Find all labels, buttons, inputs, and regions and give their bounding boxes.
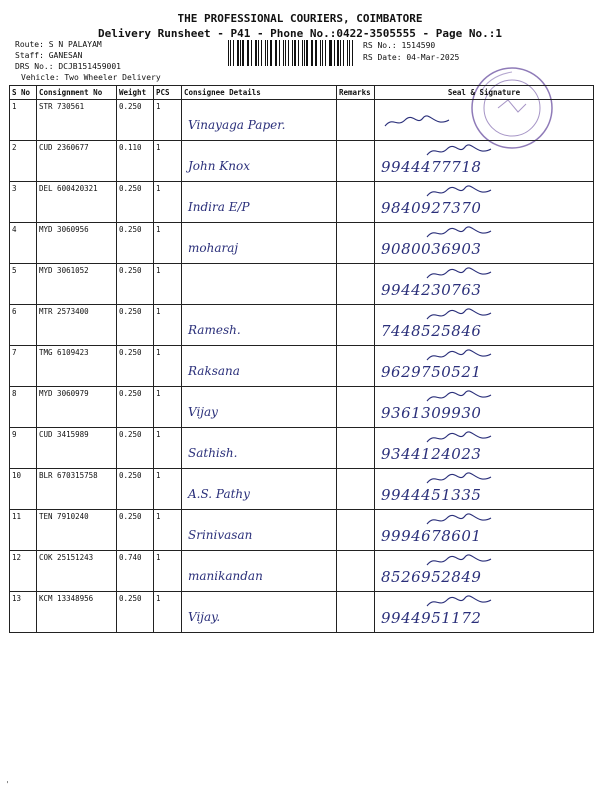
table-row bbox=[10, 100, 594, 141]
row-consignment-no: CUD 2360677 bbox=[37, 141, 117, 182]
row-consignment-no: BLR 670315758 bbox=[37, 469, 117, 510]
col-header-remarks: Remarks bbox=[337, 86, 375, 100]
signature-scribble-icon bbox=[425, 266, 495, 282]
row-pcs: 1 bbox=[154, 469, 182, 510]
barcode-bar bbox=[304, 40, 305, 66]
barcode-bar bbox=[306, 40, 307, 66]
table-row bbox=[10, 346, 594, 387]
row-remarks bbox=[337, 428, 375, 469]
row-consignee-details bbox=[182, 264, 337, 305]
row-sno: 7 bbox=[10, 346, 37, 387]
row-remarks bbox=[337, 346, 375, 387]
table-row bbox=[10, 305, 594, 346]
row-consignee-details bbox=[182, 551, 337, 592]
consignee-handwritten-name: Sathish. bbox=[188, 446, 238, 460]
row-remarks bbox=[337, 592, 375, 633]
handwritten-phone-number: 9944951172 bbox=[381, 609, 482, 627]
row-weight: 0.250 bbox=[117, 223, 154, 264]
barcode-bar bbox=[343, 40, 344, 66]
barcode-bar bbox=[298, 40, 299, 66]
row-sno: 3 bbox=[10, 182, 37, 223]
row-consignee-details bbox=[182, 387, 337, 428]
row-consignment-no: COK 25151243 bbox=[37, 551, 117, 592]
row-weight: 0.250 bbox=[117, 100, 154, 141]
barcode-bar bbox=[255, 40, 257, 66]
barcode-icon bbox=[228, 40, 356, 66]
row-sno: 10 bbox=[10, 469, 37, 510]
row-weight: 0.250 bbox=[117, 592, 154, 633]
footer-mark: ' bbox=[5, 780, 10, 789]
row-remarks bbox=[337, 223, 375, 264]
row-seal-signature bbox=[375, 305, 594, 346]
runsheet-table bbox=[9, 85, 594, 633]
signature-scribble-icon bbox=[425, 143, 495, 159]
row-consignee-details bbox=[182, 141, 337, 182]
barcode-bar bbox=[329, 40, 330, 66]
barcode-bar bbox=[283, 40, 284, 66]
table-header-row bbox=[10, 86, 594, 100]
row-pcs: 1 bbox=[154, 592, 182, 633]
vehicle-label: Vehicle: Two Wheeler Delivery bbox=[21, 73, 161, 82]
staff-label: Staff: GANESAN bbox=[15, 51, 83, 60]
row-remarks bbox=[337, 551, 375, 592]
row-seal-signature bbox=[375, 428, 594, 469]
row-seal-signature bbox=[375, 510, 594, 551]
row-consignee-details bbox=[182, 223, 337, 264]
handwritten-phone-number: 9080036903 bbox=[381, 240, 482, 258]
signature-scribble-icon bbox=[425, 184, 495, 200]
table-row bbox=[10, 510, 594, 551]
barcode-bar bbox=[261, 40, 262, 66]
row-remarks bbox=[337, 141, 375, 182]
row-remarks bbox=[337, 387, 375, 428]
row-consignment-no: KCM 13348956 bbox=[37, 592, 117, 633]
consignee-handwritten-name: Ramesh. bbox=[188, 323, 241, 337]
consignee-handwritten-name: Srinivasan bbox=[188, 528, 253, 542]
row-consignee-details bbox=[182, 469, 337, 510]
col-header-pcs: PCS bbox=[154, 86, 182, 100]
barcode-bar bbox=[240, 40, 241, 66]
row-consignment-no: MTR 2573400 bbox=[37, 305, 117, 346]
row-sno: 12 bbox=[10, 551, 37, 592]
signature-scribble-icon bbox=[425, 225, 495, 241]
consignee-handwritten-name: A.S. Pathy bbox=[188, 487, 250, 501]
signature-scribble-icon bbox=[425, 307, 495, 323]
row-weight: 0.250 bbox=[117, 510, 154, 551]
barcode-bar bbox=[248, 40, 249, 66]
table-row bbox=[10, 592, 594, 633]
consignee-handwritten-name: Vijay bbox=[188, 405, 218, 419]
barcode-bar bbox=[322, 40, 323, 66]
company-title: THE PROFESSIONAL COURIERS, COIMBATORE bbox=[177, 12, 423, 25]
row-consignment-no: STR 730561 bbox=[37, 100, 117, 141]
row-seal-signature bbox=[375, 469, 594, 510]
row-remarks bbox=[337, 305, 375, 346]
row-consignment-no: CUD 3415989 bbox=[37, 428, 117, 469]
row-consignment-no: DEL 600420321 bbox=[37, 182, 117, 223]
barcode-bar bbox=[242, 40, 243, 66]
row-sno: 4 bbox=[10, 223, 37, 264]
col-header-weight: Weight bbox=[117, 86, 154, 100]
row-consignment-no: MYD 3061052 bbox=[37, 264, 117, 305]
barcode-bar bbox=[302, 40, 303, 66]
row-consignment-no: TEN 7910240 bbox=[37, 510, 117, 551]
barcode-bar bbox=[311, 40, 312, 66]
barcode-bar bbox=[320, 40, 321, 66]
col-header-consignment: Consignment No bbox=[37, 86, 117, 100]
row-consignee-details bbox=[182, 510, 337, 551]
barcode-bar bbox=[276, 40, 277, 66]
barcode-bar bbox=[352, 40, 353, 66]
col-header-consignee: Consignee Details bbox=[182, 86, 337, 100]
handwritten-phone-number: 9344124023 bbox=[381, 445, 482, 463]
signature-scribble-icon bbox=[425, 348, 495, 364]
table-row bbox=[10, 141, 594, 182]
barcode-bar bbox=[288, 40, 289, 66]
signature-scribble-icon bbox=[425, 471, 495, 487]
barcode-bar bbox=[237, 40, 239, 66]
row-consignee-details bbox=[182, 346, 337, 387]
row-remarks bbox=[337, 510, 375, 551]
row-pcs: 1 bbox=[154, 428, 182, 469]
row-remarks bbox=[337, 100, 375, 141]
barcode-bar bbox=[265, 40, 266, 66]
row-seal-signature bbox=[375, 387, 594, 428]
row-weight: 0.250 bbox=[117, 346, 154, 387]
handwritten-phone-number: 9944230763 bbox=[381, 281, 482, 299]
row-weight: 0.250 bbox=[117, 264, 154, 305]
consignee-handwritten-name: Indira E/P bbox=[188, 200, 250, 214]
barcode-bar bbox=[285, 40, 286, 66]
consignee-handwritten-name: Vijay. bbox=[188, 610, 221, 624]
row-pcs: 1 bbox=[154, 182, 182, 223]
row-sno: 5 bbox=[10, 264, 37, 305]
handwritten-phone-number: 9840927370 bbox=[381, 199, 482, 217]
handwritten-phone-number: 9944451335 bbox=[381, 486, 482, 504]
row-seal-signature bbox=[375, 264, 594, 305]
row-pcs: 1 bbox=[154, 223, 182, 264]
row-consignment-no: MYD 3060956 bbox=[37, 223, 117, 264]
row-consignee-details bbox=[182, 592, 337, 633]
row-pcs: 1 bbox=[154, 387, 182, 428]
barcode-bar bbox=[349, 40, 350, 66]
barcode-bar bbox=[312, 40, 313, 66]
row-sno: 8 bbox=[10, 387, 37, 428]
row-sno: 2 bbox=[10, 141, 37, 182]
col-header-seal: Seal & Signature bbox=[375, 86, 594, 100]
row-weight: 0.110 bbox=[117, 141, 154, 182]
signature-scribble-icon bbox=[425, 389, 495, 405]
route-label: Route: S N PALAYAM bbox=[15, 40, 102, 49]
barcode-bar bbox=[258, 40, 259, 66]
barcode-bar bbox=[247, 40, 248, 66]
row-seal-signature bbox=[375, 141, 594, 182]
barcode-bar bbox=[270, 40, 272, 66]
row-seal-signature bbox=[375, 223, 594, 264]
table-row bbox=[10, 387, 594, 428]
signature-scribble-icon bbox=[425, 430, 495, 446]
table-row bbox=[10, 182, 594, 223]
handwritten-phone-number: 9361309930 bbox=[381, 404, 482, 422]
row-pcs: 1 bbox=[154, 305, 182, 346]
consignee-handwritten-name: John Knox bbox=[188, 159, 250, 173]
row-sno: 13 bbox=[10, 592, 37, 633]
row-seal-signature bbox=[375, 100, 594, 141]
row-pcs: 1 bbox=[154, 264, 182, 305]
barcode-bar bbox=[334, 40, 335, 66]
row-sno: 9 bbox=[10, 428, 37, 469]
row-weight: 0.250 bbox=[117, 469, 154, 510]
row-consignment-no: MYD 3060979 bbox=[37, 387, 117, 428]
row-sno: 1 bbox=[10, 100, 37, 141]
row-seal-signature bbox=[375, 182, 594, 223]
barcode-bar bbox=[347, 40, 348, 66]
table-row bbox=[10, 469, 594, 510]
row-pcs: 1 bbox=[154, 100, 182, 141]
row-seal-signature bbox=[375, 551, 594, 592]
row-remarks bbox=[337, 469, 375, 510]
row-pcs: 1 bbox=[154, 141, 182, 182]
barcode-bar bbox=[340, 40, 341, 66]
barcode-bar bbox=[330, 40, 331, 66]
row-remarks bbox=[337, 264, 375, 305]
consignee-handwritten-name: manikandan bbox=[188, 569, 263, 583]
barcode-bar bbox=[230, 40, 231, 66]
rs-date: RS Date: 04-Mar-2025 bbox=[363, 53, 460, 62]
signature-scribble-icon bbox=[383, 114, 453, 130]
barcode-bar bbox=[228, 40, 229, 66]
runsheet-subtitle: Delivery Runsheet - P41 - Phone No.:0422-3505555 - Page No.:1 bbox=[98, 27, 502, 40]
barcode-bar bbox=[275, 40, 276, 66]
consignee-handwritten-name: Raksana bbox=[188, 364, 240, 378]
table-row bbox=[10, 551, 594, 592]
row-pcs: 1 bbox=[154, 346, 182, 387]
rs-number: RS No.: 1514590 bbox=[363, 41, 436, 50]
barcode-bar bbox=[267, 40, 268, 66]
barcode-bar bbox=[233, 40, 234, 66]
row-seal-signature bbox=[375, 592, 594, 633]
barcode-bar bbox=[292, 40, 293, 66]
barcode-bar bbox=[337, 40, 339, 66]
row-remarks bbox=[337, 182, 375, 223]
barcode-bar bbox=[279, 40, 280, 66]
row-consignee-details bbox=[182, 182, 337, 223]
row-seal-signature bbox=[375, 346, 594, 387]
row-consignee-details bbox=[182, 428, 337, 469]
row-weight: 0.250 bbox=[117, 387, 154, 428]
row-sno: 11 bbox=[10, 510, 37, 551]
row-consignment-no: TMG 6109423 bbox=[37, 346, 117, 387]
row-weight: 0.740 bbox=[117, 551, 154, 592]
consignee-handwritten-name: moharaj bbox=[188, 241, 239, 255]
row-sno: 6 bbox=[10, 305, 37, 346]
handwritten-phone-number: 9629750521 bbox=[381, 363, 482, 381]
barcode-bar bbox=[325, 40, 326, 66]
row-weight: 0.250 bbox=[117, 428, 154, 469]
signature-scribble-icon bbox=[425, 512, 495, 528]
barcode-bar bbox=[315, 40, 317, 66]
row-weight: 0.250 bbox=[117, 182, 154, 223]
barcode-bar bbox=[294, 40, 296, 66]
row-pcs: 1 bbox=[154, 551, 182, 592]
table-row bbox=[10, 428, 594, 469]
consignee-handwritten-name: Vinayaga Paper. bbox=[188, 118, 286, 132]
row-pcs: 1 bbox=[154, 510, 182, 551]
handwritten-phone-number: 7448525846 bbox=[381, 322, 482, 340]
signature-scribble-icon bbox=[425, 553, 495, 569]
row-consignee-details bbox=[182, 100, 337, 141]
barcode-bar bbox=[251, 40, 252, 66]
handwritten-phone-number: 9944477718 bbox=[381, 158, 482, 176]
table-row bbox=[10, 223, 594, 264]
row-consignee-details bbox=[182, 305, 337, 346]
col-header-sno: S No bbox=[10, 86, 37, 100]
table-row bbox=[10, 264, 594, 305]
drs-number: DRS No.: DCJB151459001 bbox=[15, 62, 121, 71]
handwritten-phone-number: 8526952849 bbox=[381, 568, 482, 586]
handwritten-phone-number: 9994678601 bbox=[381, 527, 482, 545]
row-weight: 0.250 bbox=[117, 305, 154, 346]
signature-scribble-icon bbox=[425, 594, 495, 610]
